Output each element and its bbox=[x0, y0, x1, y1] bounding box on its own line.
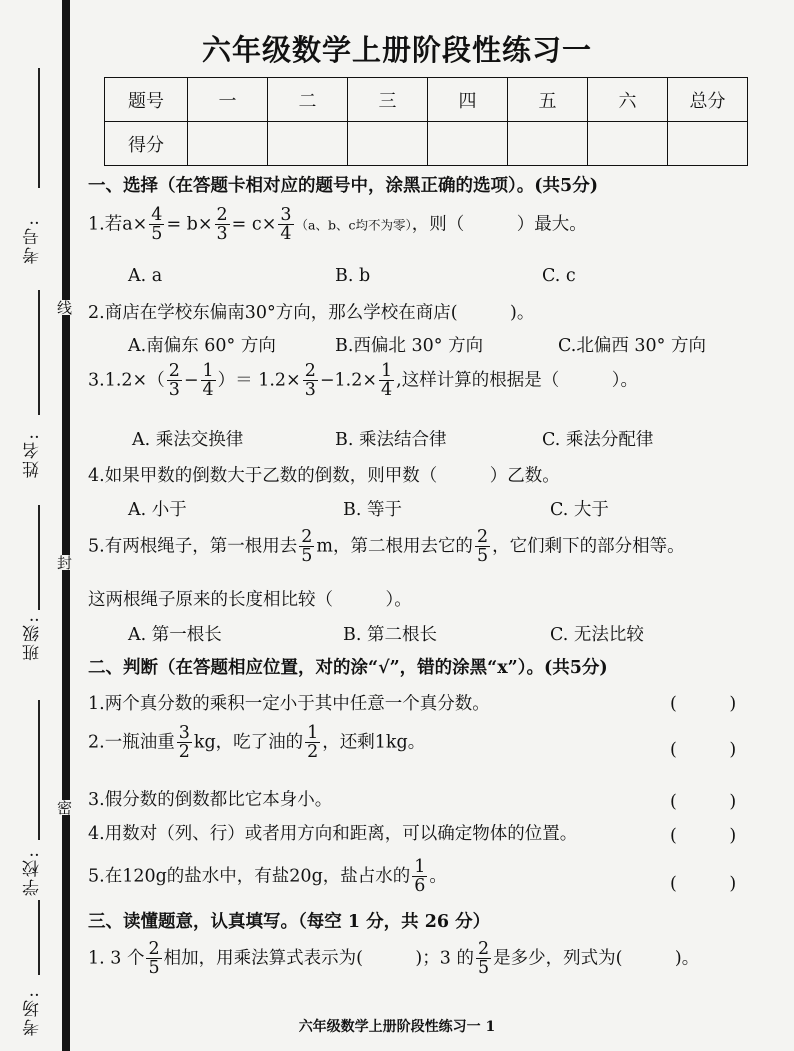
text: kg，吃了油的 bbox=[193, 732, 304, 753]
numerator: 4 bbox=[151, 205, 163, 225]
binding-line bbox=[62, 0, 70, 1051]
score-table-score-row bbox=[105, 122, 748, 166]
fraction bbox=[476, 940, 491, 978]
header-cell: 总分 bbox=[668, 78, 748, 122]
score-cell[interactable] bbox=[428, 122, 508, 166]
text: 3.1.2×（ bbox=[88, 370, 165, 391]
school-label: 学校: bbox=[23, 850, 43, 896]
room-line bbox=[38, 900, 40, 975]
name-label: 姓名: bbox=[23, 432, 43, 478]
answer-parentheses[interactable]: ( ) bbox=[670, 740, 737, 760]
option-a[interactable]: A. 第一根长 bbox=[128, 625, 222, 645]
class-label: 班级: bbox=[23, 615, 43, 661]
denominator: 6 bbox=[414, 876, 426, 897]
numerator: 1 bbox=[202, 361, 214, 381]
header-cell: 题号 bbox=[105, 78, 188, 122]
numerator: 2 bbox=[168, 361, 180, 381]
option-c[interactable]: C.北偏西 30° 方向 bbox=[558, 336, 706, 356]
text: 。 bbox=[429, 866, 447, 887]
denominator: 4 bbox=[280, 224, 292, 245]
option-a[interactable]: A. 小于 bbox=[128, 500, 187, 520]
fraction bbox=[201, 362, 216, 400]
denominator: 3 bbox=[216, 224, 228, 245]
option-c[interactable]: C. 大于 bbox=[550, 500, 609, 520]
score-cell[interactable] bbox=[348, 122, 428, 166]
text: −1.2× bbox=[319, 370, 378, 391]
text: = c× bbox=[231, 214, 277, 235]
section2-heading: 二、判断（在答题相应位置，对的涂“√”，错的涂黑“x”）。(共5分) bbox=[88, 658, 608, 678]
question-2-1: 1.两个真分数的乘积一定小于其中任意一个真分数。 bbox=[88, 694, 490, 714]
exam-no-line bbox=[38, 68, 40, 188]
denominator: 5 bbox=[301, 546, 313, 567]
text: m，第二根用去它的 bbox=[316, 536, 473, 557]
text: 5.在120g的盐水中，有盐20g，盐占水的 bbox=[88, 866, 411, 887]
header-cell: 五 bbox=[508, 78, 588, 122]
numerator: 2 bbox=[216, 205, 228, 225]
fraction bbox=[305, 724, 320, 762]
question-1-1 bbox=[88, 206, 587, 244]
denominator: 5 bbox=[476, 546, 489, 567]
text: 是多少，列式为( )。 bbox=[493, 948, 700, 969]
question-2-3: 3.假分数的倒数都比它本身小。 bbox=[88, 790, 333, 810]
header-cell: 二 bbox=[268, 78, 348, 122]
header-cell: 六 bbox=[588, 78, 668, 122]
fraction bbox=[146, 940, 161, 978]
score-table bbox=[104, 77, 748, 166]
name-line bbox=[38, 290, 40, 415]
numerator: 2 bbox=[148, 939, 160, 959]
numerator: 2 bbox=[476, 527, 489, 547]
text: ，它们剩下的部分相等。 bbox=[492, 536, 685, 557]
denominator: 3 bbox=[168, 380, 180, 401]
numerator: 2 bbox=[477, 939, 490, 959]
option-a[interactable]: A.南偏东 60° 方向 bbox=[128, 336, 276, 356]
question-2-5 bbox=[88, 858, 447, 896]
fraction bbox=[215, 206, 230, 244]
score-cell[interactable] bbox=[508, 122, 588, 166]
option-b[interactable]: B. 等于 bbox=[343, 500, 402, 520]
school-line bbox=[38, 700, 40, 840]
text: ）＝ 1.2× bbox=[217, 370, 301, 391]
question-1-4: 4.如果甲数的倒数大于乙数的倒数，则甲数（ ）乙数。 bbox=[88, 466, 560, 486]
numerator: 2 bbox=[304, 361, 316, 381]
answer-parentheses[interactable]: ( ) bbox=[670, 826, 737, 846]
answer-parentheses[interactable]: ( ) bbox=[670, 792, 737, 812]
option-a[interactable]: A. a bbox=[128, 266, 163, 286]
score-cell[interactable] bbox=[268, 122, 348, 166]
denominator: 4 bbox=[202, 380, 214, 401]
denominator: 2 bbox=[178, 742, 190, 763]
answer-parentheses[interactable]: ( ) bbox=[670, 874, 737, 894]
question-1-2: 2.商店在学校东偏南30°方向，那么学校在商店( )。 bbox=[88, 303, 535, 323]
denominator: 2 bbox=[307, 742, 319, 763]
text: 1. 3 个 bbox=[88, 948, 145, 969]
denominator: 4 bbox=[381, 380, 393, 401]
denominator: 3 bbox=[304, 380, 316, 401]
exam-no-label: 考号: bbox=[23, 218, 43, 264]
seal-line-char: 线 bbox=[55, 300, 73, 315]
fraction bbox=[177, 724, 192, 762]
fraction bbox=[167, 362, 182, 400]
text: ，还剩1kg。 bbox=[322, 732, 426, 753]
denominator: 5 bbox=[151, 224, 163, 245]
fraction bbox=[379, 362, 394, 400]
option-b[interactable]: B. 乘法结合律 bbox=[335, 430, 447, 450]
fraction bbox=[303, 362, 318, 400]
section1-heading: 一、选择（在答题卡相对应的题号中，涂黑正确的选项）。(共5分) bbox=[88, 176, 598, 196]
option-c[interactable]: C. 无法比较 bbox=[550, 625, 644, 645]
text: 1.若a× bbox=[88, 214, 148, 235]
room-label: 考场: bbox=[23, 990, 43, 1036]
text: 5.有两根绳子，第一根用去 bbox=[88, 536, 298, 557]
denominator: 5 bbox=[148, 958, 160, 979]
score-cell[interactable] bbox=[588, 122, 668, 166]
numerator: 1 bbox=[414, 857, 426, 877]
note: （a、b、c均不为零） bbox=[295, 217, 412, 233]
fraction bbox=[149, 206, 164, 244]
option-a[interactable]: A. 乘法交换律 bbox=[132, 430, 244, 450]
text: = b× bbox=[166, 214, 213, 235]
header-cell: 一 bbox=[188, 78, 268, 122]
score-cell[interactable] bbox=[188, 122, 268, 166]
score-cell[interactable] bbox=[668, 122, 748, 166]
fraction bbox=[278, 206, 293, 244]
option-b[interactable]: B. b bbox=[335, 266, 371, 286]
question-1-5 bbox=[88, 528, 685, 566]
binding-strip bbox=[0, 0, 73, 1051]
header-cell: 三 bbox=[348, 78, 428, 122]
section3-heading: 三、读懂题意，认真填写。（每空 1 分，共 26 分） bbox=[88, 912, 491, 932]
header-cell: 四 bbox=[428, 78, 508, 122]
option-b[interactable]: B.西偏北 30° 方向 bbox=[335, 336, 484, 356]
text: 相加，用乘法算式表示为( )；3 的 bbox=[163, 948, 474, 969]
numerator: 1 bbox=[381, 361, 393, 381]
text: − bbox=[183, 370, 199, 391]
numerator: 2 bbox=[301, 527, 313, 547]
numerator: 3 bbox=[280, 205, 292, 225]
question-2-4: 4.用数对（列、行）或者用方向和距离，可以确定物体的位置。 bbox=[88, 824, 578, 844]
option-c[interactable]: C. 乘法分配律 bbox=[542, 430, 654, 450]
question-1-5-line2: 这两根绳子原来的长度相比较（ ）。 bbox=[88, 590, 412, 610]
fraction bbox=[475, 528, 490, 566]
question-3-1 bbox=[88, 940, 699, 978]
question-2-2 bbox=[88, 724, 425, 762]
seal-feng-char: 封 bbox=[55, 555, 73, 570]
numerator: 1 bbox=[307, 723, 319, 743]
seal-mi-char: 密 bbox=[55, 800, 73, 815]
row-label: 得分 bbox=[105, 122, 188, 166]
question-1-3 bbox=[88, 362, 638, 400]
fraction bbox=[299, 528, 314, 566]
page-footer: 六年级数学上册阶段性练习一 1 bbox=[298, 1019, 496, 1035]
class-line bbox=[38, 505, 40, 610]
text: ，则（ ）最大。 bbox=[411, 214, 587, 235]
text: 2.一瓶油重 bbox=[88, 732, 175, 753]
denominator: 5 bbox=[477, 958, 490, 979]
numerator: 3 bbox=[178, 723, 190, 743]
text: ,这样计算的根据是（ ）。 bbox=[396, 370, 638, 391]
answer-parentheses[interactable]: ( ) bbox=[670, 694, 737, 714]
option-c[interactable]: C. c bbox=[542, 266, 576, 286]
score-table-header-row bbox=[105, 78, 748, 122]
page-title: 六年级数学上册阶段性练习一 bbox=[201, 33, 592, 67]
fraction bbox=[412, 858, 427, 896]
option-b[interactable]: B. 第二根长 bbox=[343, 625, 437, 645]
